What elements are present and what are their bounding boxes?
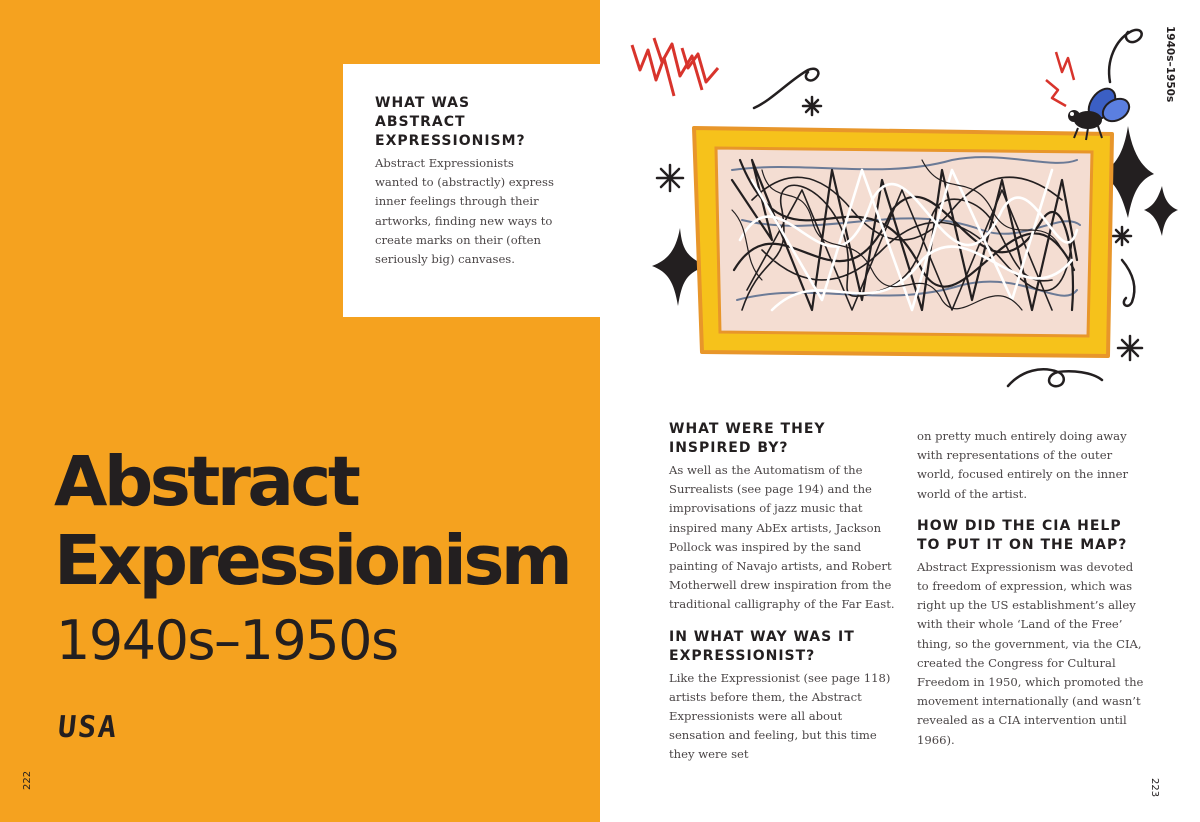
country-label: USA — [56, 710, 121, 745]
intro-box — [343, 64, 600, 317]
intro-heading: WHAT WAS ABSTRACT EXPRESSIONISM? — [375, 95, 526, 149]
framed-scribble-painting-icon — [622, 10, 1182, 400]
text-column-left — [669, 420, 897, 765]
page-number-right: 223 — [1149, 778, 1160, 798]
section-heading: IN WHAT WAY WAS IT EXPRESSIONIST? — [669, 628, 855, 664]
running-head: 1940s–1950s — [1164, 26, 1176, 103]
intro-body: Abstract Expressionists wanted to (abstractly) express inner feelings through their artworks, finding new ways to create marks on their (often seriously big) canvases. — [375, 156, 554, 267]
section-body: Abstract Expressionism was devoted to freedom of expression, which was right up the US establishment’s alley with their whole ‘Land of the Free’ thing, so the government, via the CIA, created the Congress for Cultural Freedom in 1950, which promoted the movement internationally (and wasn’t revealed as a CIA intervention until 1966). — [917, 559, 1144, 747]
page-number-left: 222 — [22, 770, 33, 790]
title-line-2: Expressionism — [54, 521, 570, 601]
page-title — [54, 443, 594, 601]
section-continuation — [917, 427, 1145, 504]
section-heading: HOW DID THE CIA HELP TO PUT IT ON THE MAP? — [917, 517, 1128, 553]
date-range: 1940s–1950s — [56, 609, 398, 672]
section-body: As well as the Automatism of the Surrealists (see page 194) and the improvisations of jazz music that inspired many AbEx artists, Jackson Pollock was inspired by the sand painting of Navajo artists, and Robert Motherwell drew inspiration from the traditional calligraphy of the Far East. — [669, 463, 895, 612]
section-expressionist — [669, 628, 897, 765]
section-body: on pretty much entirely doing away with representations of the outer world, focused entirely on the inner world of the artist. — [917, 429, 1128, 501]
section-inspired-by — [669, 420, 897, 615]
section-cia — [917, 517, 1145, 750]
section-heading: WHAT WERE THEY INSPIRED BY? — [669, 421, 826, 456]
section-body: Like the Expressionist (see page 118) artists before them, the Abstract Expressionists were all about sensation and feeling, but this time they were set — [669, 670, 891, 762]
zigzag-icon — [1046, 52, 1074, 106]
title-line-1: Abstract — [54, 442, 358, 522]
text-column-right — [917, 424, 1145, 750]
zigzag-icon — [632, 38, 718, 96]
